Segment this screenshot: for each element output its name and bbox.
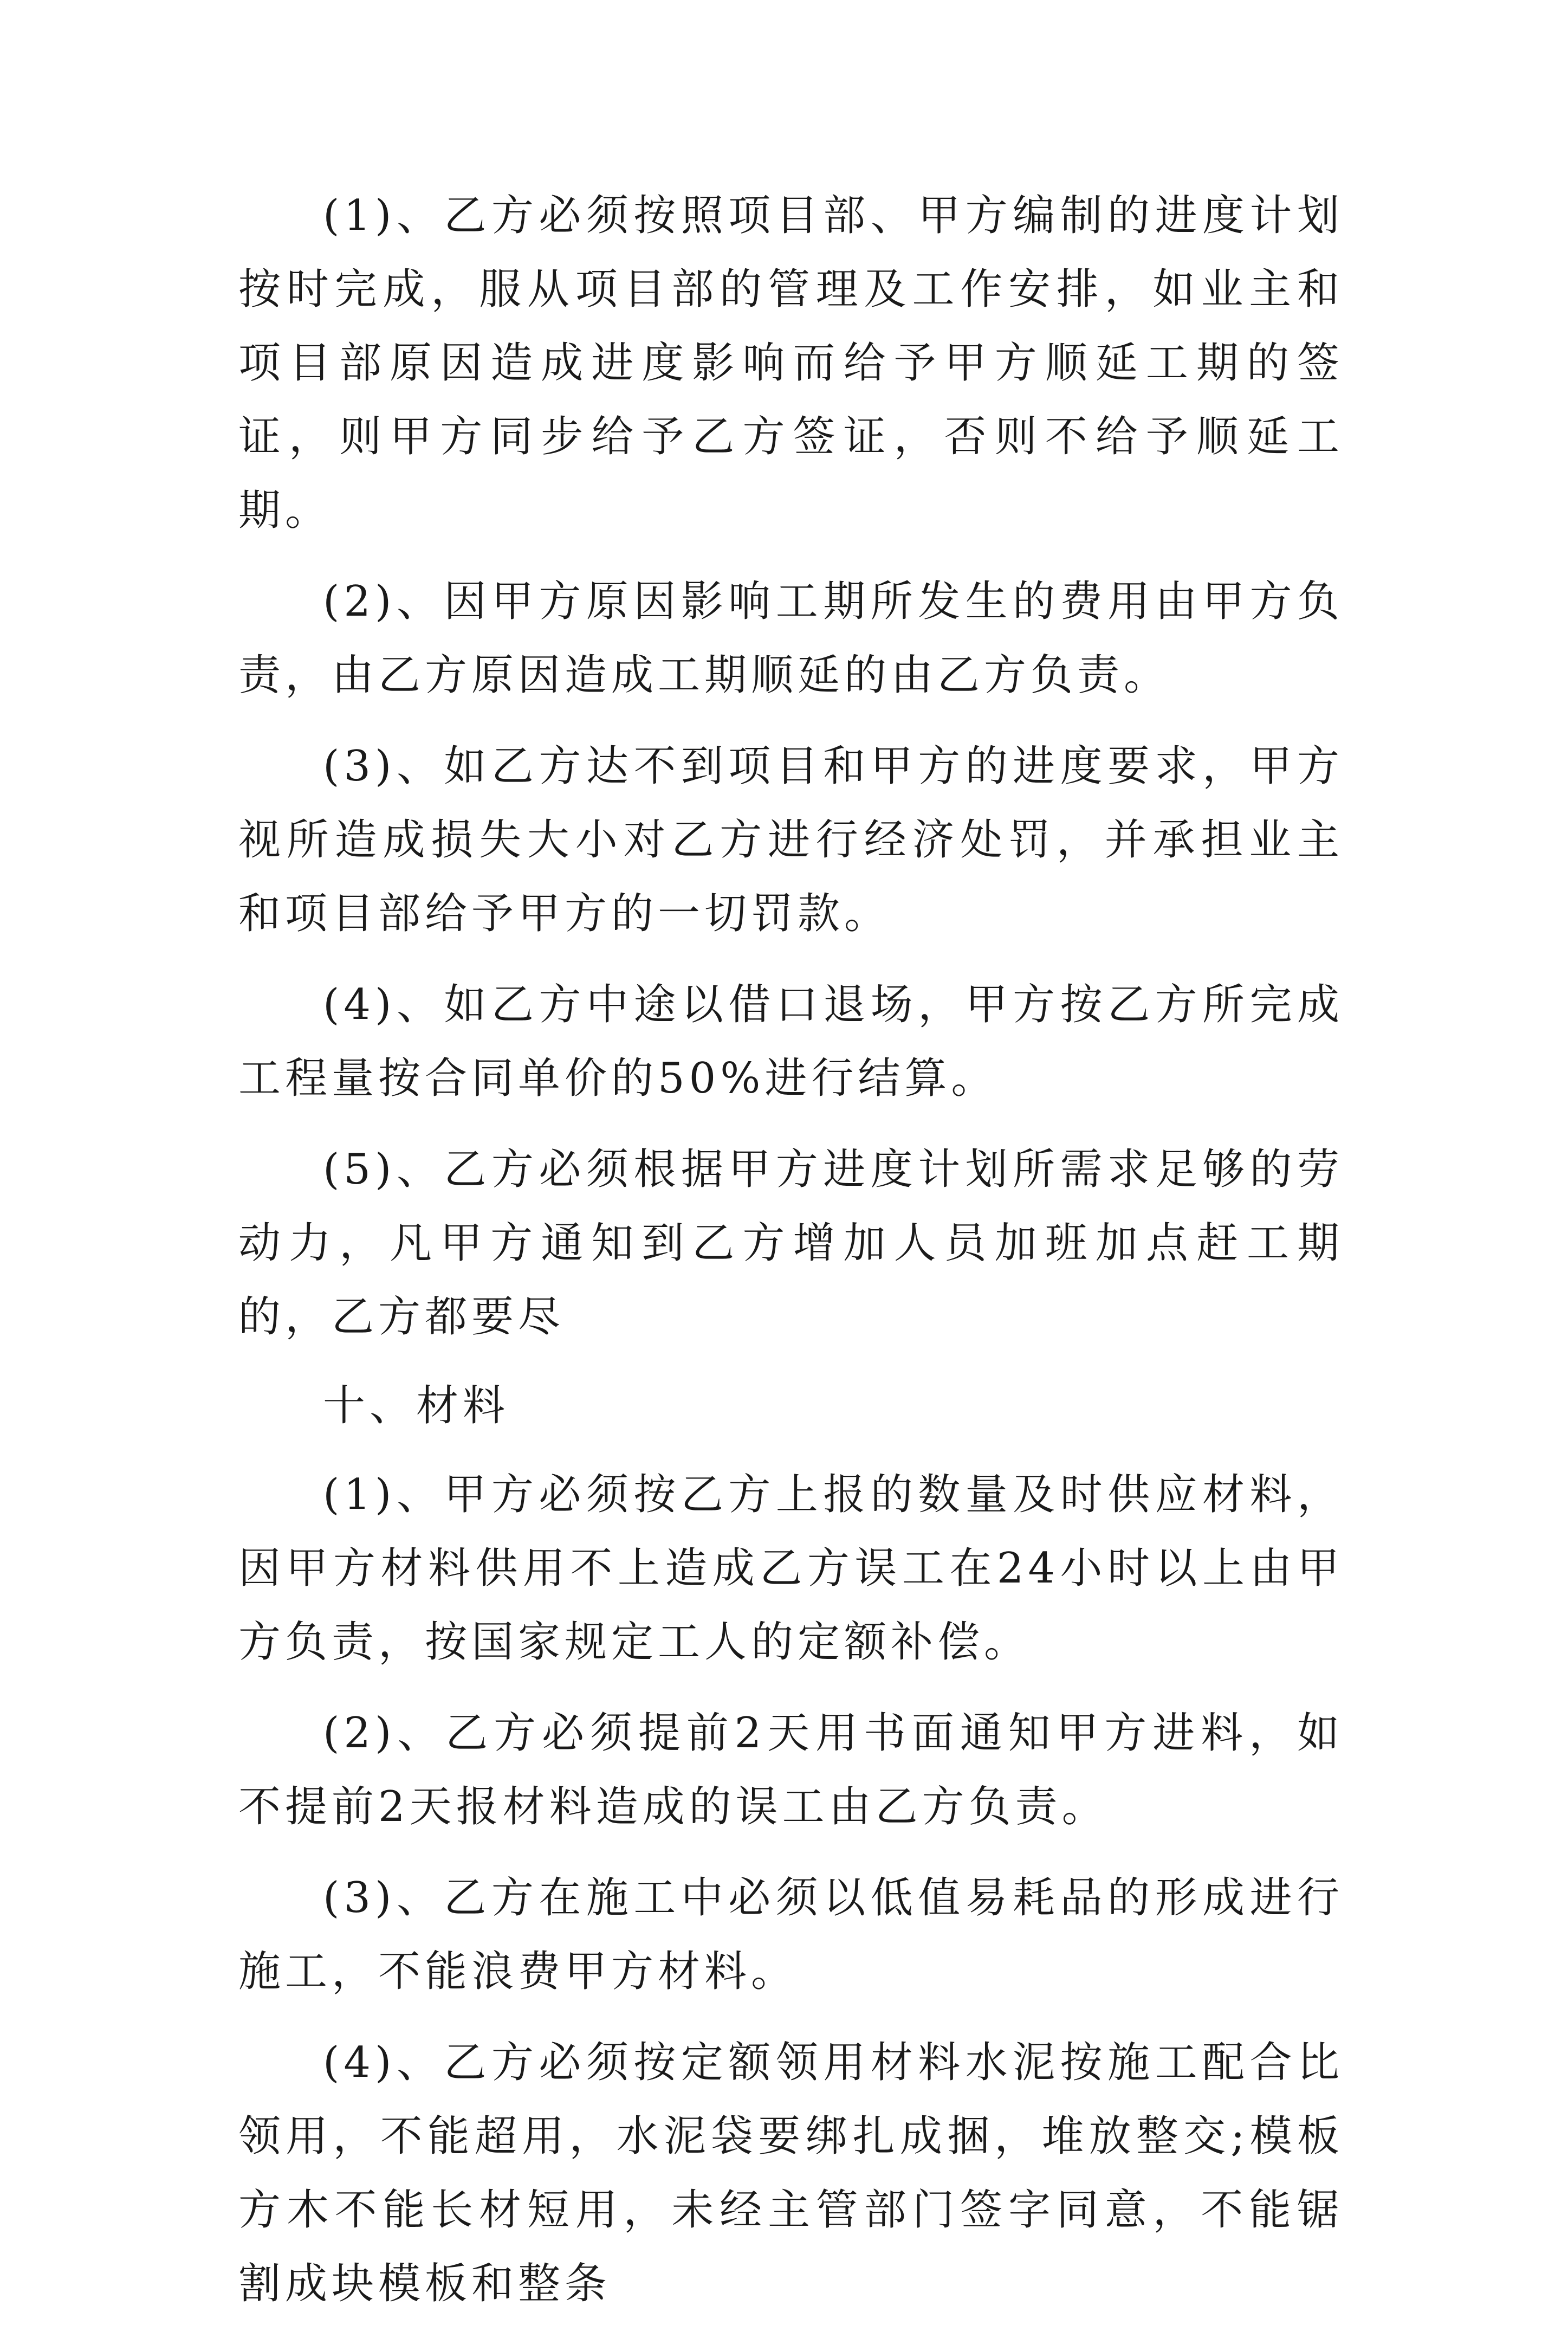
paragraph-materials-3: (3)、乙方在施工中必须以低值易耗品的形成进行施工，不能浪费甲方材料。: [238, 1874, 1344, 1996]
paragraph-schedule-3: (3)、如乙方达不到项目和甲方的进度要求，甲方视所造成损失大小对乙方进行经济处罚，并承担业主和项目部给予甲方的一切罚款。: [238, 742, 1344, 938]
paragraph-materials-4: (4)、乙方必须按定额领用材料水泥按施工配合比领用，不能超用，水泥袋要绑扎成捆，堆放整交;模板方木不能长材短用，未经主管部门签字同意，不能锯割成块模板和整条: [238, 2038, 1344, 2308]
section-heading-materials: 十、材料: [323, 1381, 510, 1430]
paragraph-schedule-2: (2)、因甲方原因影响工期所发生的费用由甲方负责，由乙方原因造成工期顺延的由乙方负责。: [238, 577, 1344, 700]
document-body: [238, 179, 1344, 2338]
paragraph-materials-2: (2)、乙方必须提前2天用书面通知甲方进料，如不提前2天报材料造成的误工由乙方负责。: [238, 1709, 1344, 1831]
paragraph-materials-1: (1)、甲方必须按乙方上报的数量及时供应材料，因甲方材料供用不上造成乙方误工在24小时以上由甲方负责，按国家规定工人的定额补偿。: [238, 1470, 1344, 1667]
paragraph-schedule-5: (5)、乙方必须根据甲方进度计划所需求足够的劳动力，凡甲方通知到乙方增加人员加班加点赶工期的，乙方都要尽: [238, 1145, 1344, 1341]
paragraph-schedule-1: (1)、乙方必须按照项目部、甲方编制的进度计划按时完成，服从项目部的管理及工作安排，如业主和项目部原因造成进度影响而给予甲方顺延工期的签证，则甲方同步给予乙方签证，否则不给予顺延工期。: [238, 191, 1344, 535]
paragraph-schedule-4: (4)、如乙方中途以借口退场，甲方按乙方所完成工程量按合同单价的50%进行结算。: [238, 980, 1344, 1103]
